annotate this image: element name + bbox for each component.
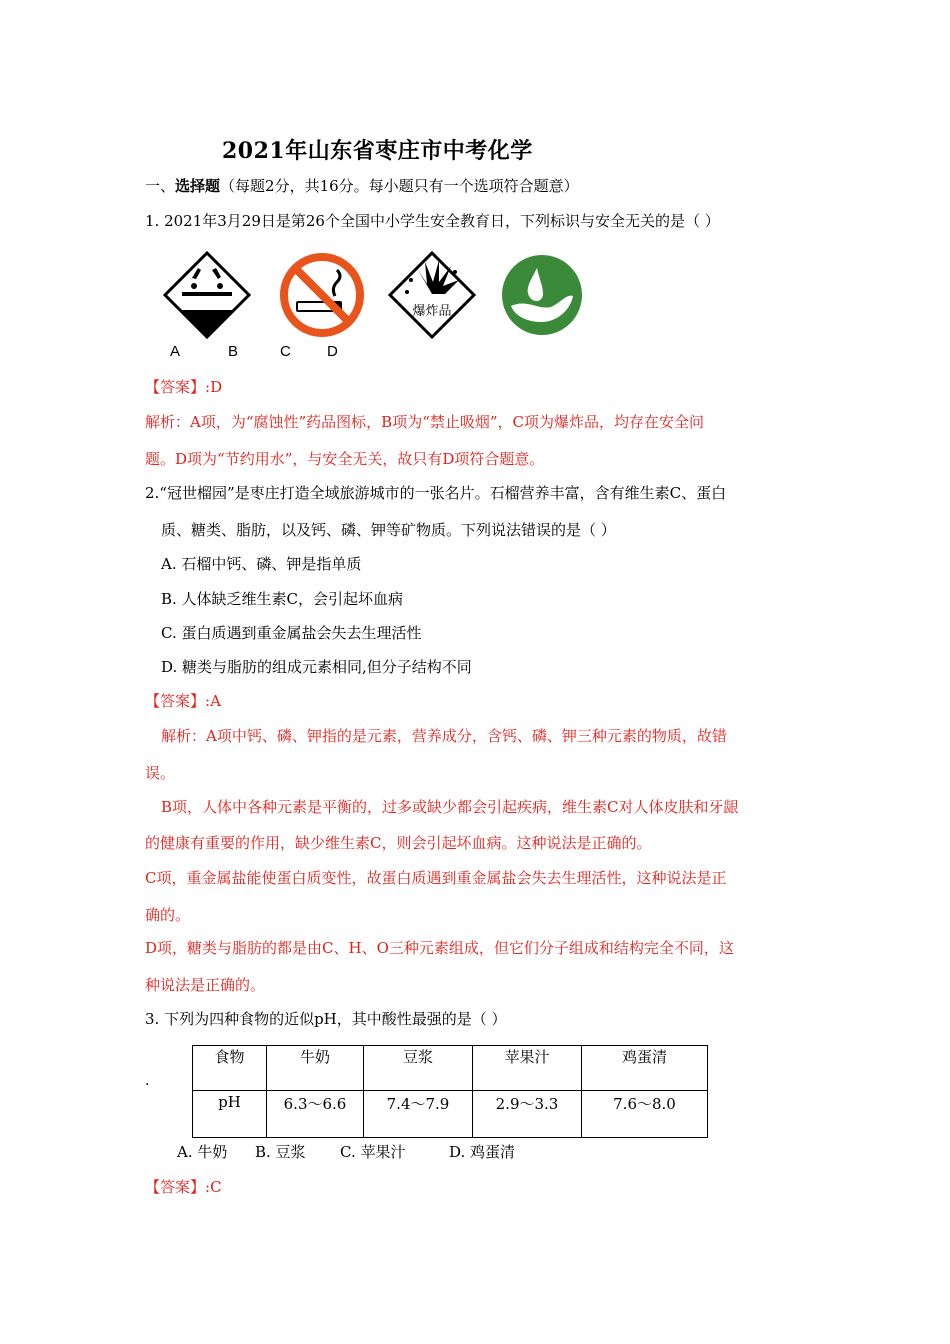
q2-explanation-line: C项，重金属盐能使蛋白质变性，故蛋白质遇到重金属盐会失去生理活性，这种说法是正 bbox=[145, 869, 727, 887]
q2-option-d: D. 糖类与脂肪的组成元素相同,但分子结构不同 bbox=[161, 658, 472, 676]
no-smoking-sign-icon bbox=[277, 250, 367, 340]
corrosive-sign-text: 腐蚀品 bbox=[187, 297, 227, 312]
table-header-cell: 牛奶 bbox=[267, 1046, 364, 1091]
q3-option-c: C. 苹果汁 bbox=[340, 1143, 406, 1161]
option-letter: D bbox=[327, 343, 338, 360]
table-header-cell: 食物 bbox=[193, 1046, 267, 1091]
water-saving-sign-icon bbox=[497, 250, 587, 340]
table-header-cell: 豆浆 bbox=[364, 1046, 473, 1091]
option-letter: B bbox=[228, 343, 239, 360]
q2-answer: 【答案】:A bbox=[145, 692, 221, 710]
q1-answer: 【答案】:D bbox=[145, 378, 223, 396]
q2-explanation-line: 的健康有重要的作用，缺少维生素C，则会引起坏血病。这种说法是正确的。 bbox=[145, 834, 652, 852]
section-note: （每题2分，共16分。每小题只有一个选项符合题意） bbox=[220, 177, 579, 195]
q2-stem-line: 2.“冠世榴园”是枣庄打造全域旅游城市的一张名片。石榴营养丰富，含有维生素C、蛋白 bbox=[145, 484, 727, 502]
table-row bbox=[193, 1091, 708, 1138]
explosive-sign-text: 爆炸品 bbox=[412, 304, 452, 319]
table-header-cell: 苹果汁 bbox=[473, 1046, 582, 1091]
q2-stem-line: 质、糖类、脂肪，以及钙、磷、钾等矿物质。下列说法错误的是（ ） bbox=[161, 521, 616, 539]
q1-stem: 1. 2021年3月29日是第26个全国中小学生安全教育日，下列标识与安全无关的是（ ） bbox=[145, 212, 720, 230]
q2-option-b: B. 人体缺乏维生素C，会引起坏血病 bbox=[161, 590, 404, 608]
q3-option-a: A. 牛奶 bbox=[177, 1143, 228, 1161]
section-name: 选择题 bbox=[175, 177, 221, 195]
section-heading: 一、选择题（每题2分，共16分。每小题只有一个选项符合题意） bbox=[145, 177, 579, 195]
option-letter: A bbox=[170, 343, 181, 360]
table-row bbox=[193, 1046, 708, 1091]
q2-explanation-line: D项，糖类与脂肪的都是由C、H、O三种元素组成，但它们分子组成和结构完全不同，这 bbox=[145, 939, 734, 957]
q2-explanation-line: B项，人体中各种元素是平衡的，过多或缺少都会引起疾病，维生素C对人体皮肤和牙龈 bbox=[161, 798, 739, 816]
q2-explanation-line: 误。 bbox=[145, 764, 176, 782]
q3-answer: 【答案】:C bbox=[145, 1178, 222, 1196]
q2-explanation-line: 种说法是正确的。 bbox=[145, 976, 266, 994]
q2-option-c: C. 蛋白质遇到重金属盐会失去生理活性 bbox=[161, 624, 422, 642]
q1-icon-row bbox=[162, 250, 582, 340]
option-letter: C bbox=[280, 343, 291, 360]
ph-table bbox=[192, 1045, 708, 1138]
q2-option-a: A. 石榴中钙、磷、钾是指单质 bbox=[161, 555, 362, 573]
q1-explanation-line: 题。D项为“节约用水”，与安全无关，故只有D项符合题意。 bbox=[145, 450, 545, 468]
table-cell: 2.9～3.3 bbox=[473, 1091, 582, 1138]
q3-stem: 3. 下列为四种食物的近似pH，其中酸性最强的是（ ） bbox=[145, 1010, 507, 1028]
q2-explanation-line: 解析：A项中钙、磷、钾指的是元素，营养成分，含钙、磷、钾三种元素的物质，故错 bbox=[161, 727, 727, 745]
page-title: 2021年山东省枣庄市中考化学 bbox=[222, 138, 533, 164]
corrosive-sign-icon bbox=[162, 250, 252, 340]
table-cell: 7.4～7.9 bbox=[364, 1091, 473, 1138]
q1-explanation-line: 解析：A项，为“腐蚀性”药品图标，B项为“禁止吸烟”，C项为爆炸品，均存在安全问 bbox=[145, 413, 705, 431]
q3-option-d: D. 鸡蛋清 bbox=[449, 1143, 516, 1161]
table-cell: 7.6～8.0 bbox=[582, 1091, 708, 1138]
stray-mark: . bbox=[145, 1073, 150, 1089]
table-cell: 6.3～6.6 bbox=[267, 1091, 364, 1138]
table-header-cell: 鸡蛋清 bbox=[582, 1046, 708, 1091]
table-cell: pH bbox=[193, 1091, 267, 1138]
q3-option-b: B. 豆浆 bbox=[255, 1143, 306, 1161]
q2-explanation-line: 确的。 bbox=[145, 906, 191, 924]
explosive-sign-icon bbox=[387, 250, 477, 340]
